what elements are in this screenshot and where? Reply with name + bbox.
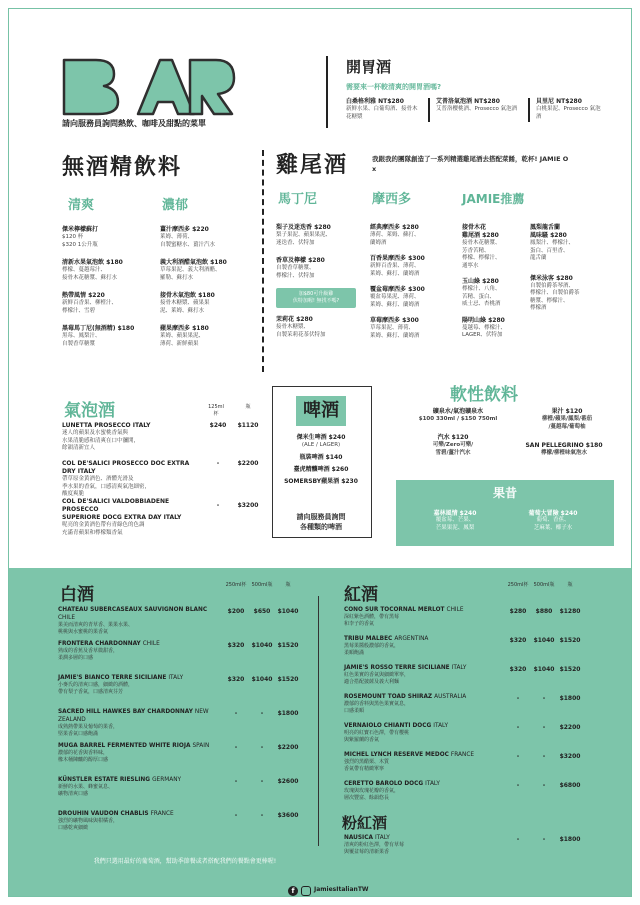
- sparkling-item: COL DE'SALICI PROSECCO DOC EXTRA DRY ITALY 帶草原金黃酒色、酒體光滑及 季水果的香氣，口感清爽氣泡細密， 酸度爽脆: [62, 460, 190, 497]
- wine-price: $320: [227, 676, 245, 683]
- smoothie-item: 葡萄大冒險 $240 葡萄、香蕉、 芝麻葉、椰子水: [528, 510, 578, 531]
- menu-item: 陽明山綠 $280 蔓越莓、檸檬汁、 LAGER、伏特加: [462, 316, 507, 338]
- menu-item: 鳳梨龍舌蘭: [530, 224, 561, 231]
- wine-price: $1800: [559, 836, 581, 843]
- wine-region: GERMANY: [152, 777, 182, 783]
- wine-price: -: [260, 812, 264, 819]
- menu-item: 薑汁摩西多 $220 萊姆、薄荷、 自製蜜糖水、薑汁汽水: [160, 226, 216, 248]
- wine-name: JAMIE'S BIANCO TERRE SICILIANE ITALY: [58, 675, 184, 681]
- wine-name: NAUSICA ITALY: [344, 835, 390, 841]
- wine-name: MICHEL LYNCH RESERVE MEDOC FRANCE: [344, 752, 475, 758]
- wine-price: -: [234, 778, 238, 785]
- aperitif-question: 需要來一杯較清爽的開胃酒嗎?: [346, 83, 442, 91]
- wine-price: $2200: [559, 724, 581, 731]
- jamie-list-a: [462, 224, 526, 340]
- wine-price: -: [516, 782, 520, 789]
- wine-item: [344, 635, 494, 657]
- wine-name: VERNAIOLO CHIANTI DOCG ITALY: [344, 723, 449, 729]
- wine-price: $1520: [559, 666, 581, 673]
- soft-item: SAN PELLEGRINO $180 檸檬/柳橙味氣泡水: [525, 442, 603, 456]
- aperitif-item: 艾普洛氣泡酒 NT$280 艾普洛櫻桃酒、Prosecco 氣泡酒: [436, 98, 518, 112]
- wine-price: $320: [509, 666, 527, 673]
- wine-name: KÜNSTLER ESTATE RIESLING GERMANY: [58, 777, 182, 783]
- wine-region: FRANCE: [150, 811, 174, 817]
- wine-region: ITALY: [168, 675, 184, 681]
- bottle-col-header: 瓶: [245, 404, 251, 410]
- wine-region: CHILE: [142, 641, 160, 647]
- menu-item: 玉山綠 $280 檸檬汁、八角、 苦精、蛋白、 威士忌、杏桃酒: [462, 278, 501, 307]
- wine-price: -: [234, 812, 238, 819]
- cocktails-title: 雞尾酒: [276, 153, 349, 178]
- wine-desc: 小麥氏的清爽口感，細緻的酒體， 帶有梨子香氣，口感清爽芬芳: [58, 682, 134, 695]
- wine-region: ITALY: [433, 723, 449, 729]
- wine-item: [344, 834, 494, 856]
- wine-desc: 清爽的粉紅色澤，帶有草莓 與覆盆莓的清新果香: [344, 842, 405, 855]
- wine-region: CHILE: [58, 615, 76, 621]
- menu-item: 百香果摩西多 $300 新鮮百香果、薄荷、 萊姆、蘇打、蘭姆酒: [370, 255, 425, 277]
- menu-item: 草莓摩西多 $300 草莓果泥、薄荷、 萊姆、蘇打、蘭姆酒: [370, 317, 420, 339]
- wine-desc: 玫瑰與玫瑰花瓣的香氣， 層次豐富、餘韻悠長: [344, 788, 400, 801]
- wine-item: [58, 640, 216, 662]
- wine-price: -: [542, 695, 546, 702]
- aperitif-item: 白桑格利雅 NT$280 新鮮水果、白葡萄酒、接骨木花糖漿: [346, 98, 418, 120]
- wine-region: AUSTRALIA: [434, 694, 467, 700]
- soft-item: 汽水 $120 可樂/Zero可樂/ 雪碧/薑汁汽水: [432, 434, 474, 456]
- menu-item: 義大利酒醋氣泡飲 $180 草莓果泥、義大利酒醋、 羅勒、蘇打水: [160, 259, 227, 281]
- wine-price: $2600: [277, 778, 299, 785]
- wine-price: $1280: [559, 608, 581, 615]
- wine-item: [58, 742, 216, 764]
- wine-item: [58, 674, 216, 696]
- beer-note: 請向服務員詢問 各種類的啤酒: [296, 513, 346, 531]
- wine-item: [344, 751, 494, 773]
- wine-price: $1040: [533, 637, 555, 644]
- jamie-title: JAMIE推薦: [462, 192, 525, 206]
- wine-region: CHILE: [446, 607, 464, 613]
- wine-price: $1040: [251, 676, 273, 683]
- rich-title: 濃郁: [162, 198, 189, 213]
- wine-price: -: [260, 744, 264, 751]
- wine-price: -: [542, 836, 546, 843]
- menu-item: 接骨木花 雞尾酒 $280 接骨木花糖漿、 芳香苦精、 檸檬、檸檬汁、 通寧水: [462, 224, 501, 269]
- menu-item: 香草及檸檬 $280 自製香草糖漿、 檸檬汁、伏特加: [276, 257, 325, 279]
- wine-name: CHATEAU SUBERCASEAUX SAUVIGNON BLANC CHILE: [58, 607, 208, 621]
- wine-desc: 果美而清爽的青草香、果果水果、 桃桃與水蜜桃的果香氣: [58, 622, 134, 635]
- wine-price: -: [234, 710, 238, 717]
- glass-col-header: 125ml 杯: [208, 404, 224, 417]
- beer-title: 啤酒: [296, 396, 346, 426]
- wine-footer-note: 我們只選用最好的葡萄酒，幫助季節餐或者搭配我們的餐點會更棒喔!: [93, 858, 277, 865]
- wine-desc: 紅色果實的香氣與細緻單寧， 適合搭配披薩及義大利麵: [344, 672, 410, 685]
- wine-item: [344, 693, 494, 715]
- wine-price: $3200: [559, 753, 581, 760]
- wine-name: ROSEMOUNT TOAD SHIRAZ AUSTRALIA: [344, 694, 467, 700]
- white-wine-title: 白酒: [60, 585, 94, 605]
- menu-item: 傑米泳客 $280 自製伯爵茶琴酒、 檸檬汁、自製伯爵茶 糖漿、檸檬汁、 檸檬酒: [530, 274, 580, 311]
- wine-desc: 明亮的紅寶石色澤，帶有櫻桃 與紫羅蘭的香氣: [344, 730, 410, 743]
- section-divider: [262, 150, 264, 372]
- wine-price: $1800: [277, 710, 299, 717]
- instagram-icon[interactable]: [301, 886, 311, 896]
- aperitif-item: 貝里尼 NT$280 白桃果泥、Prosecco 氣泡酒: [536, 98, 601, 120]
- soft-drinks-title: 軟性飲料: [450, 385, 518, 405]
- wine-region: ARGENTINA: [394, 636, 429, 642]
- wine-item: [344, 722, 494, 744]
- wine-price: -: [516, 836, 520, 843]
- mojito-list: [370, 224, 456, 340]
- wine-price: $650: [253, 608, 271, 615]
- martini-title: 馬丁尼: [278, 192, 318, 207]
- wine-price: -: [516, 753, 520, 760]
- wine-desc: 深紅紫色酒體，帶有黑莓 和李子的香氣: [344, 614, 400, 627]
- wine-desc: 熟成的香蕉及香草微甜香， 柔潤多層的口感: [58, 648, 119, 661]
- wine-item: [344, 780, 494, 802]
- red-wine-title: 紅酒: [344, 585, 378, 605]
- wine-price: $1040: [251, 642, 273, 649]
- wine-desc: 強烈的礦物風味與柑橘香， 口感乾爽細緻: [58, 818, 119, 831]
- wine-desc: 黑莓果醬般濃郁的香氣， 柔順飽滿: [344, 643, 400, 656]
- menu-item: 熱帶風情 $220 新鮮百香果、柳橙汁、 檸檬汁、雪碧: [62, 292, 118, 314]
- wine-name: CONO SUR TOCORNAL MERLOT CHILE: [344, 607, 464, 613]
- bar-logo: [60, 56, 240, 118]
- menu-item: 覆盆莓摩西多 $300 覆盆莓果泥、薄荷、 萊姆、蘇打、蘭姆酒: [370, 286, 425, 308]
- menu-item: 接骨木氣泡飲 $180 接骨木糖漿、蘋果果 泥、萊姆、蘇打水: [160, 292, 215, 314]
- wine-name: TRIBU MALBEC ARGENTINA: [344, 636, 429, 642]
- wine-price: -: [260, 778, 264, 785]
- wine-desc: 新鮮的水果、蜂蜜氣息、 礦物清爽口感: [58, 784, 114, 797]
- wine-price: $1520: [559, 637, 581, 644]
- wine-price: $320: [227, 642, 245, 649]
- fresh-list: [62, 226, 154, 348]
- jamie-list-b: [530, 224, 602, 313]
- wine-desc: 強烈的黑醋栗、木質 香氣帶有精緻單寧: [344, 759, 390, 772]
- martini-list: [276, 224, 366, 339]
- wine-divider: [318, 596, 319, 846]
- rich-list: [160, 226, 252, 348]
- wine-price: $6800: [559, 782, 581, 789]
- sparkling-item: LUNETTA PROSECCO ITALY 迷人的蘋果及水蜜桃香氣與 水果清脆感和清爽在口中瀰開， 餘韻清新宜人: [62, 422, 151, 451]
- wine-item: [58, 776, 216, 798]
- wine-price: $1520: [277, 676, 299, 683]
- wine-price: -: [516, 695, 520, 702]
- wine-price: $200: [227, 608, 245, 615]
- promo-tag: 加$80可升級雞 伏特加喔! 無找不嗎?: [276, 288, 356, 308]
- wine-price: $1040: [533, 666, 555, 673]
- wine-name: MUGA BARREL FERMENTED WHITE RIOJA SPAIN: [58, 743, 210, 749]
- social-handle[interactable]: JamiesItalianTW: [314, 886, 369, 893]
- facebook-icon[interactable]: f: [288, 886, 298, 896]
- wine-price: -: [234, 744, 238, 751]
- wine-price: $880: [535, 608, 553, 615]
- mojito-title: 摩西多: [372, 192, 412, 207]
- wine-item: [58, 606, 216, 636]
- wine-name: DROUHIN VAUDON CHABLIS FRANCE: [58, 811, 174, 817]
- smoothie-item: 嘉林風情 $240 覆盆莓、芒果、 芒果果泥、鳳梨: [433, 510, 477, 531]
- wine-item: [344, 664, 494, 686]
- menu-item: 梨子及迷迭香 $280 梨子果泥、蘋果果泥、 迷迭香、伏特加: [276, 224, 332, 246]
- aperitif-title: 開胃酒: [346, 58, 392, 76]
- wine-name: CERETTO BAROLO DOCG ITALY: [344, 781, 440, 787]
- wine-region: ITALY: [425, 781, 440, 787]
- wine-item: [344, 606, 494, 628]
- wine-price: -: [542, 782, 546, 789]
- sparkling-item: COL DE'SALICI VALDOBBIADENE PROSECCO SUPERIORE DOCG EXTRA DAY ITALY 呢亮的金黃酒色帶有青綠色的色調 充滿青蘋果和檸檬類香氣: [62, 498, 182, 536]
- menu-item: 黑莓馬丁尼(無酒精) $180 黑莓、鳳梨汁、 自製香草糖漿: [62, 325, 135, 347]
- wine-region: FRANCE: [450, 752, 475, 758]
- wine-desc: 成熟熱帶果及葡萄的果香， 堅果香氣口感飽滿: [58, 724, 119, 737]
- wine-price: $2200: [277, 744, 299, 751]
- wine-price: $3600: [277, 812, 299, 819]
- wine-region: ITALY: [374, 835, 390, 841]
- bar-subtitle: 請向服務員詢問熱飲、咖啡及甜點的菜單: [62, 119, 206, 128]
- mocktails-title: 無酒精飲料: [62, 155, 183, 180]
- wine-region: SPAIN: [192, 743, 210, 749]
- wine-desc: 濃郁的花香與香料味， 橡木桶陳釀的醇厚口感: [58, 750, 109, 763]
- menu-item: 蘋果摩西多 $180 萊姆、蘋果果泥、 薄荷、新鮮蘋果: [160, 325, 209, 347]
- menu-item: 經典摩西多 $280 薄荷、萊姆、蘇打、 蘭姆酒: [370, 224, 420, 246]
- wine-price: -: [542, 753, 546, 760]
- cocktails-intro: 我跟我的團隊創造了一系列精選雞尾酒去搭配菜餚，乾杯! JAMIE O x: [372, 155, 569, 173]
- wine-price: -: [516, 724, 520, 731]
- menu-item: 風味騷 $280 鳳梨汁、檸檬汁、 蛋白、百里香、 龍舌蘭: [530, 232, 575, 261]
- aperitif-divider: [326, 56, 328, 128]
- wine-price: $1800: [559, 695, 581, 702]
- wine-item: [58, 708, 216, 738]
- wine-price: -: [260, 710, 264, 717]
- wine-price: $280: [509, 608, 527, 615]
- beer-list: 傑米生啤酒 $240 (ALE / LAGER) 瓶裝啤酒 $140 臺虎精釀啤酒 $260 SOMERSBY蘋果酒 $230: [284, 434, 358, 485]
- wine-price: $1520: [277, 642, 299, 649]
- soft-item: 果汁 $120 柳橙/蘋果/鳳梨/番茄 /蔓越莓/葡萄柚: [541, 408, 593, 430]
- wine-region: ITALY: [451, 665, 467, 671]
- soft-item: 礦泉水/氣泡礦泉水 $100 330ml / $150 750ml: [418, 408, 498, 422]
- wine-name: SACRED HILL HAWKES BAY CHARDONNAY NEW ZEALAND: [58, 709, 209, 723]
- wine-price: $1040: [277, 608, 299, 615]
- rose-wine-title: 粉紅酒: [342, 814, 388, 832]
- wine-price: $320: [509, 637, 527, 644]
- wine-name: JAMIE'S ROSSO TERRE SICILIANE ITALY: [344, 665, 467, 671]
- wine-region: NEW ZEALAND: [58, 709, 209, 723]
- wine-name: FRONTERA CHARDONNAY CHILE: [58, 641, 160, 647]
- wine-desc: 濃郁的香料與黑色果實氣息， 口感柔順: [344, 701, 410, 714]
- wine-item: [58, 810, 216, 832]
- wine-price: -: [542, 724, 546, 731]
- fresh-title: 清爽: [68, 198, 95, 213]
- smoothie-title: 果昔: [492, 486, 517, 500]
- sparkling-title: 氣泡酒: [64, 401, 115, 421]
- menu-item: 清新水果氣泡飲 $180 檸檬、蔓越莓汁、 接骨木花糖漿、蘇打水: [62, 259, 123, 281]
- menu-item: 傑米檸檬蘇打 $120 杯 $320 1公升瓶: [62, 226, 99, 248]
- menu-item: 茉莉花 $280 接骨木糖漿、 自製茉莉花茶伏特加: [276, 316, 326, 338]
